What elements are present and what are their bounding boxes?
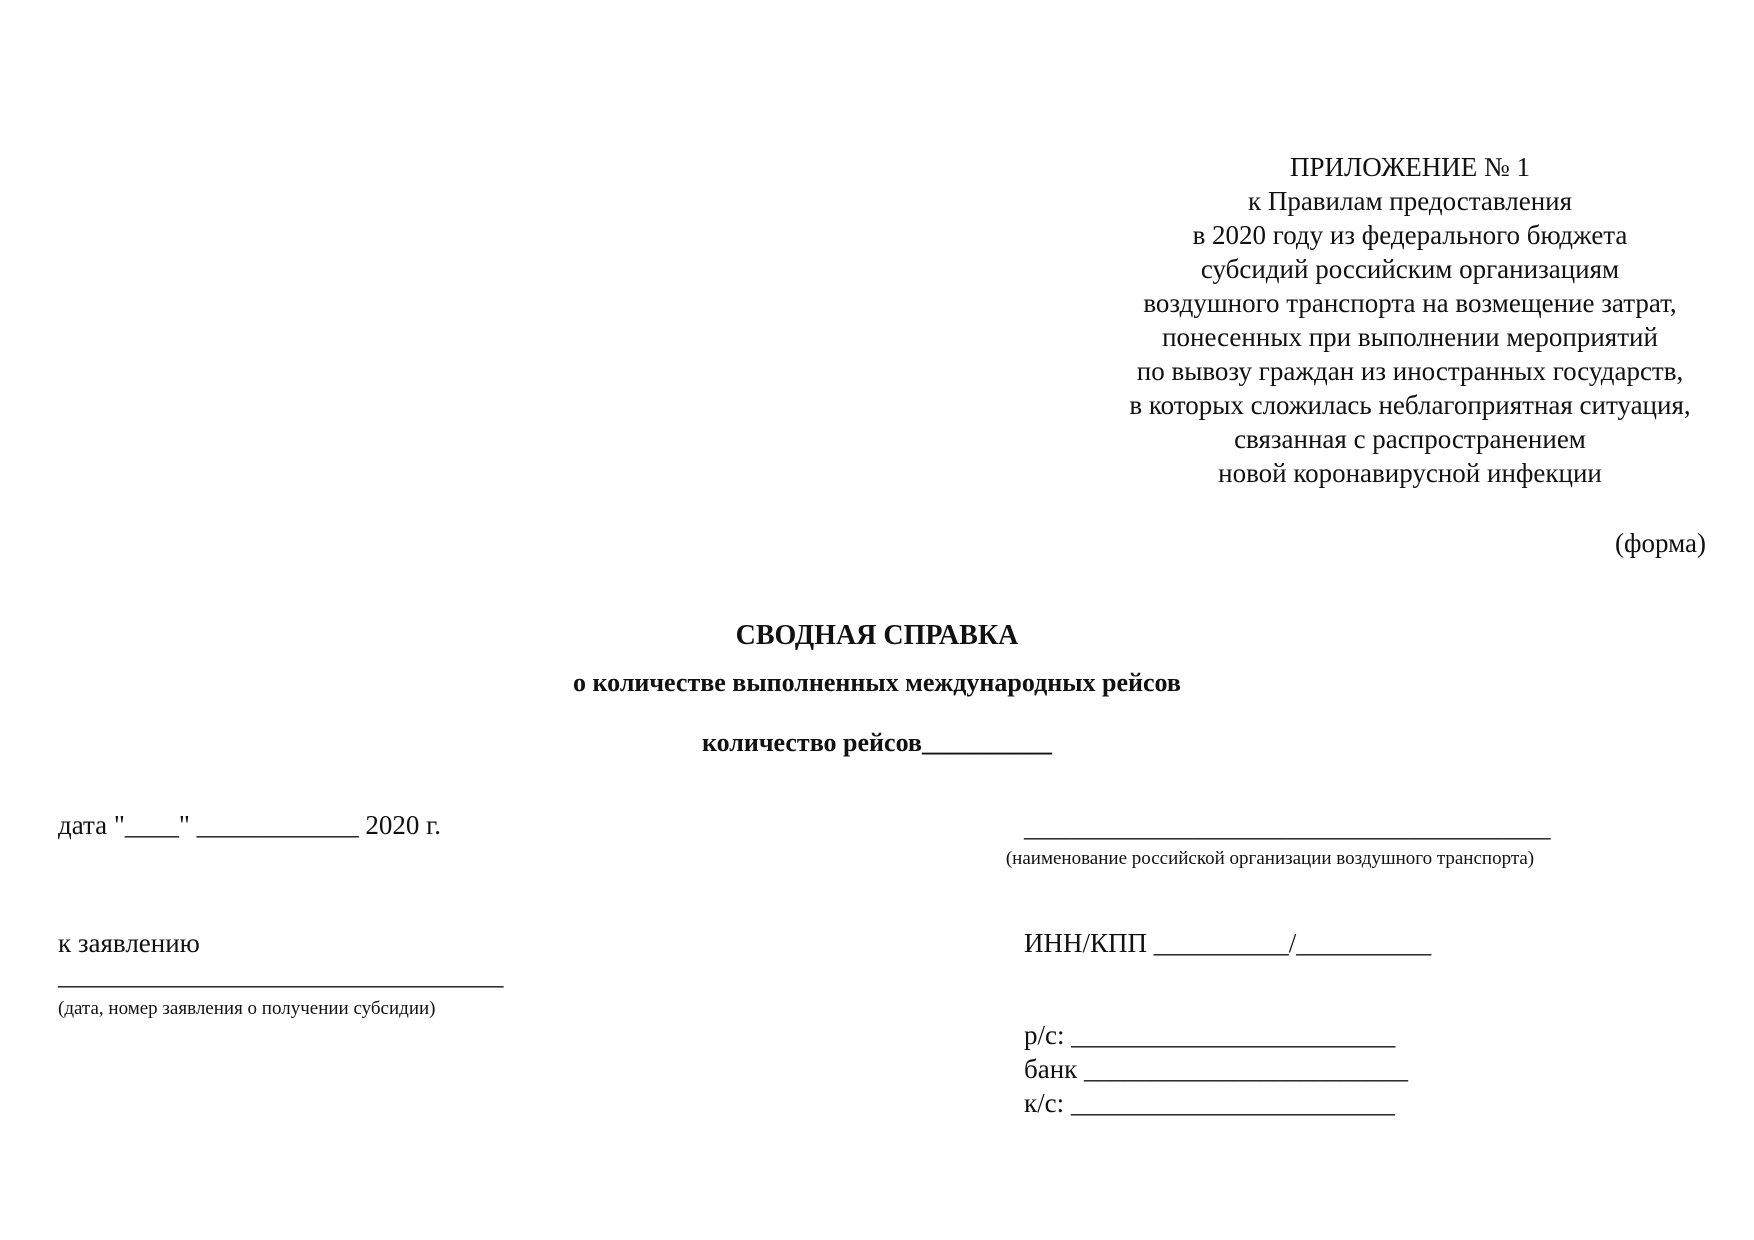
appendix-title: ПРИЛОЖЕНИЕ № 1: [1289, 152, 1531, 182]
application-line: _________________________________: [58, 960, 504, 990]
appendix-line: воздушного транспорта на возмещение затрат,: [1143, 288, 1677, 318]
correspondent-account-field: к/с: ________________________: [1024, 1088, 1395, 1118]
bank-field: банк ________________________: [1024, 1054, 1409, 1084]
application-caption: (дата, номер заявления о получении субсидии): [58, 998, 436, 1019]
application-label: к заявлению: [58, 928, 200, 958]
appendix-header: [1040, 150, 1754, 490]
appendix-line: субсидий российским организациям: [1200, 254, 1620, 284]
inn-kpp-field: ИНН/КПП __________/__________: [1024, 928, 1432, 958]
appendix-line: по вывозу граждан из иностранных государств,: [1136, 356, 1684, 386]
date-field: дата "____" ____________ 2020 г.: [58, 810, 441, 840]
appendix-line: понесенных при выполнении мероприятий: [1162, 322, 1658, 352]
account-field: р/с: ________________________: [1024, 1020, 1396, 1050]
appendix-line: связанная с распространением: [1234, 424, 1586, 454]
organization-caption: (наименование российской организации воздушного транспорта): [1005, 848, 1535, 869]
appendix-line: к Правилам предоставления: [1247, 186, 1573, 216]
form-label: (форма): [1615, 528, 1706, 558]
flights-count-field: количество рейсов__________: [702, 728, 1052, 757]
appendix-line: в 2020 году из федерального бюджета: [1192, 220, 1628, 250]
document-title: СВОДНАЯ СПРАВКА: [735, 620, 1019, 651]
document-subtitle: о количестве выполненных международных рейсов: [573, 668, 1181, 697]
organization-line: _______________________________________: [1024, 812, 1551, 842]
appendix-line: новой коронавирусной инфекции: [1218, 458, 1602, 488]
appendix-line: в которых сложилась неблагоприятная ситуация,: [1129, 390, 1691, 420]
